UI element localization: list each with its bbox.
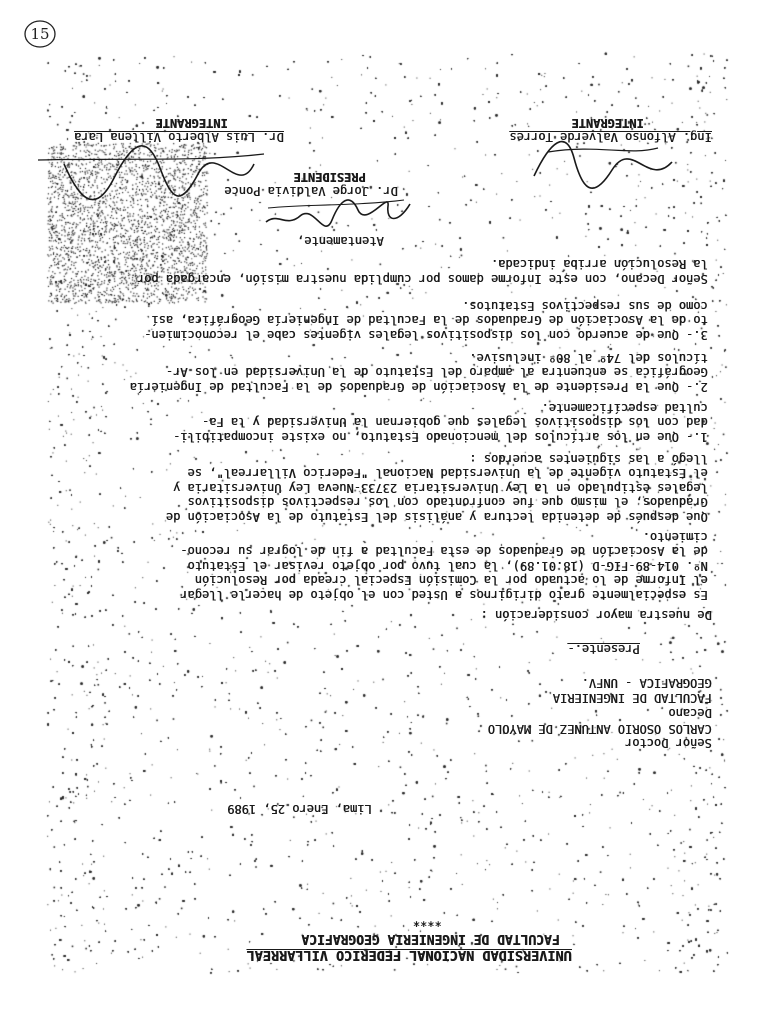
body-paragraph-3 [137, 257, 708, 286]
body-paragraph-2-line: llegó a las siguientes acuerdos : [469, 451, 708, 466]
recipient-faculty-line-2: GEOGRAFICA - UNFV. [581, 676, 712, 690]
body-paragraph-2 [166, 451, 708, 524]
letterhead-faculty: FACULTAD DE INGENIERIA GEOGRAFICA [301, 931, 560, 946]
agreement-item-1-line: cultad específicamente. [541, 400, 708, 415]
agreement-item-1-line: dad con los dispositivos legales que gobiernan la Universidad y la Fa- [202, 415, 708, 430]
recipient-presente: Presente.- [567, 642, 640, 656]
recipient-name: CARLOS OSORIO ANTUNEZ DE MAYOLO [488, 722, 712, 736]
agreement-item-2-line: 2.- Que la Presidente de la Asociación de Graduados de la Facultad de Ingeniería [130, 380, 708, 394]
letterhead-ornament: **** [413, 915, 442, 929]
letter-date: Lima, Enero 25, 1989 [227, 802, 372, 816]
agreement-item-3 [144, 298, 708, 342]
recipient-title: Decano [668, 706, 712, 720]
agreement-item-1-line: 1.- Que en los artículos del mencionado Estatuto, no existe incompatibili- [173, 430, 708, 444]
president-signature [258, 194, 418, 234]
body-paragraph-3-line: Señor Decano, con este Informe damos por cumplida nuestra misión, encargada por [137, 272, 708, 286]
agreement-item-1 [173, 400, 708, 444]
body-paragraph-1-line: Nº. 014-89-FIG-D (18.01.89), la cual tuvo por objeto revisar el Estatuto [187, 558, 708, 573]
president-name: Dr. Jorge Valdivia Ponce [224, 184, 398, 198]
body-paragraph-1-line: Es especialmente grato dirigirnos a Usted con el objeto de hacerle llegar [180, 588, 708, 602]
body-paragraph-2-line: Que después de detenida lectura y análisis del Estatuto de la Asociación de [166, 510, 708, 524]
letterhead-university: UNIVERSIDAD NACIONAL FEDERICO VILLARREAL [246, 947, 572, 963]
body-paragraph-2-line: legales estipulado en la Ley Universitaria 23733-Nueva Ley Universitaria y [173, 480, 708, 495]
body-paragraph-1-line: el Informe de lo actuado por la Comisión Especial creada por Resolución [195, 573, 708, 588]
member-left-name: Ing. Alfonso Valverde Torres [509, 130, 712, 144]
agreement-item-3-line: como de sus respectivos Estatutos. [462, 298, 708, 313]
member-right-role: INTEGRANTE [155, 116, 228, 130]
recipient-salutation: Señor Doctor [625, 736, 712, 750]
body-paragraph-2-line: el Estatuto vigente de la Universidad Nacional "Federico Villarreal", se [187, 466, 708, 481]
greeting: De nuestra mayor consideración : [480, 608, 712, 622]
agreement-item-3-line: 3.- Que de acuerdo con los dispositivos legales vigentes cabe el reconocimien- [144, 328, 708, 342]
president-role: PRESIDENTE [293, 170, 366, 184]
body-paragraph-3-line: la Resolución arriba indicada. [491, 257, 708, 272]
body-paragraph-2-line: Graduados, el mismo que fue confrontado con los respectivos dispositivos [187, 495, 708, 510]
agreement-item-2-line: tículos del 74º al 80º inclusive. [469, 350, 708, 365]
member-right-name: Dr. Luis Alberto Villena Lara [74, 130, 284, 144]
recipient-faculty-line-1: FACULTAD DE INGENIERIA [553, 691, 712, 705]
body-paragraph-1-line: cimiento. [642, 529, 708, 544]
closing: Atentamente, [297, 234, 384, 248]
agreement-item-2-line: Geográfica se encuentra al amparo del Estatuto de la Universidad en los Ar- [166, 365, 708, 380]
body-paragraph-1 [181, 529, 708, 602]
agreement-item-2 [130, 350, 708, 394]
body-paragraph-1-line: de la Asociación de Graduados de esta Facultad a fin de lograr su recono- [180, 544, 708, 559]
agreement-item-3-line: to de la Asociación de Graduados de la Facultad de Ingeniería Geográfica, así [151, 313, 708, 328]
member-left-role: INTEGRANTE [571, 116, 644, 130]
